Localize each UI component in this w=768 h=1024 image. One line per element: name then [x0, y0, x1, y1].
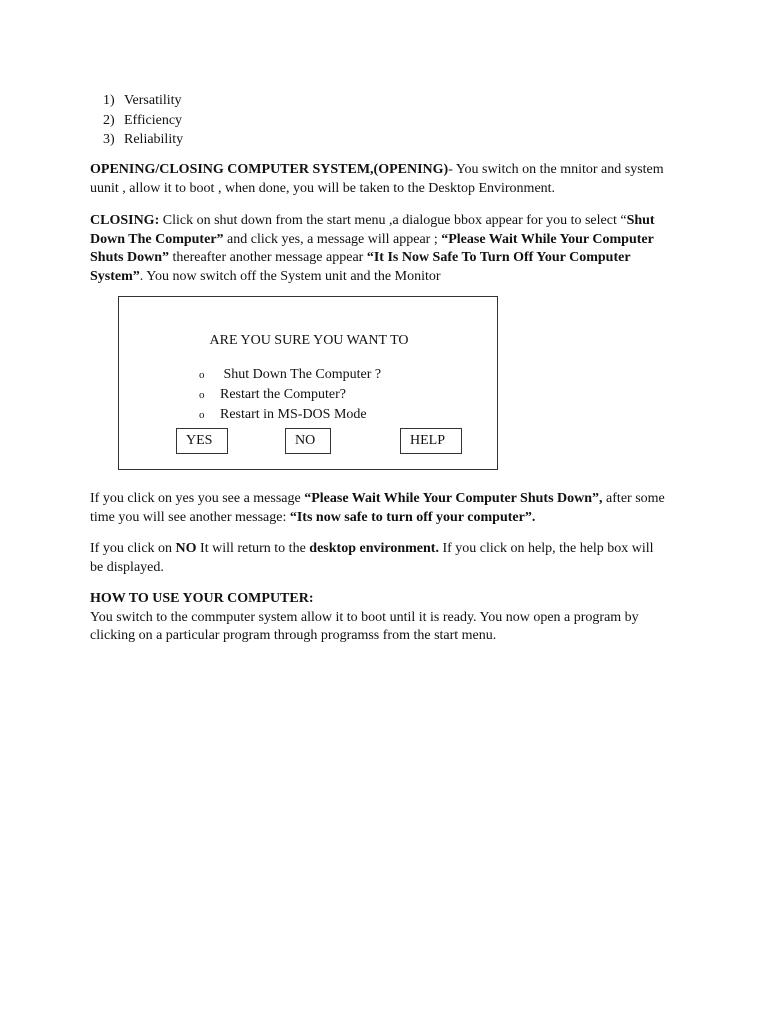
dialog-option-shutdown[interactable]: [199, 367, 381, 383]
opening-heading: OPENING/CLOSING COMPUTER SYSTEM,(OPENING): [90, 162, 449, 177]
no-text-3: If you click on help, the help box will be displayed.: [90, 541, 654, 575]
list-item-text: Efficiency: [124, 112, 183, 128]
list-item-text: Versatility: [124, 93, 182, 108]
howto-paragraph: [90, 590, 670, 646]
yes-bold-2: “Its now safe to turn off your computer”.: [289, 509, 536, 525]
no-text-1: If you click on: [90, 541, 176, 556]
list-item-number: 1): [103, 93, 115, 108]
list-item: [103, 111, 183, 131]
radio-bullet-icon: o: [199, 389, 205, 401]
closing-bold-3: “It Is Now Safe To Turn Off Your Computer System”: [90, 250, 631, 284]
list-item-number: 3): [103, 132, 115, 147]
yes-text-1: If you click on yes you see a message: [90, 491, 305, 506]
list-item: [103, 91, 183, 111]
dialog-option-restart[interactable]: [199, 387, 346, 403]
closing-text-4: . You now switch off the System unit and the Monitor: [139, 268, 441, 284]
yes-paragraph: [90, 490, 670, 527]
list-item-number: 2): [103, 112, 115, 128]
shutdown-dialog-figure: [118, 296, 498, 470]
opening-text: - You switch on the mnitor and system uunit , allow it to boot , when done, you will be taken to the Desktop Environment.: [90, 162, 664, 196]
howto-text: You switch to the commputer system allow it to boot until it is ready. You now open a program by clicking on a particular program through programss from the start menu.: [90, 609, 639, 643]
dialog-option-label: Restart in MS-DOS Mode: [220, 407, 367, 422]
closing-bold-2: “Please Wait While Your Computer Shuts Down”: [90, 231, 654, 265]
no-text-2: It will return to the: [196, 541, 310, 556]
yes-button[interactable]: YES: [176, 428, 228, 454]
radio-bullet-icon: o: [199, 369, 205, 381]
no-paragraph: [90, 540, 670, 577]
yes-bold-1: “Please Wait While Your Computer Shuts Down”,: [304, 491, 603, 506]
no-button[interactable]: NO: [285, 428, 331, 454]
closing-text-2: and click yes, a message will appear ;: [223, 231, 442, 247]
closing-text-3: thereafter another message appear: [168, 250, 367, 265]
help-button[interactable]: HELP: [400, 428, 462, 454]
closing-text-1: Click on shut down from the start menu ,a dialogue bbox appear for you to select “: [159, 213, 627, 228]
yes-text-2: after some time you will see another message:: [90, 491, 665, 525]
dialog-option-label: Restart the Computer?: [220, 387, 346, 402]
radio-bullet-icon: o: [199, 409, 205, 421]
closing-label: CLOSING:: [90, 213, 160, 228]
dialog-option-label: Shut Down The Computer ?: [220, 367, 382, 382]
closing-paragraph: [90, 212, 670, 286]
list-item: [103, 130, 183, 150]
dialog-option-msdos[interactable]: [199, 407, 367, 423]
list-item-text: Reliability: [124, 132, 184, 147]
closing-bold-1: Shut Down The Computer”: [90, 213, 655, 247]
opening-paragraph: [90, 161, 670, 198]
no-bold-1: NO: [175, 541, 197, 556]
numbered-list: [103, 91, 183, 150]
no-bold-2: desktop environment.: [309, 541, 439, 556]
howto-heading: HOW TO USE YOUR COMPUTER:: [90, 591, 314, 606]
dialog-title: ARE YOU SURE YOU WANT TO: [209, 333, 409, 348]
